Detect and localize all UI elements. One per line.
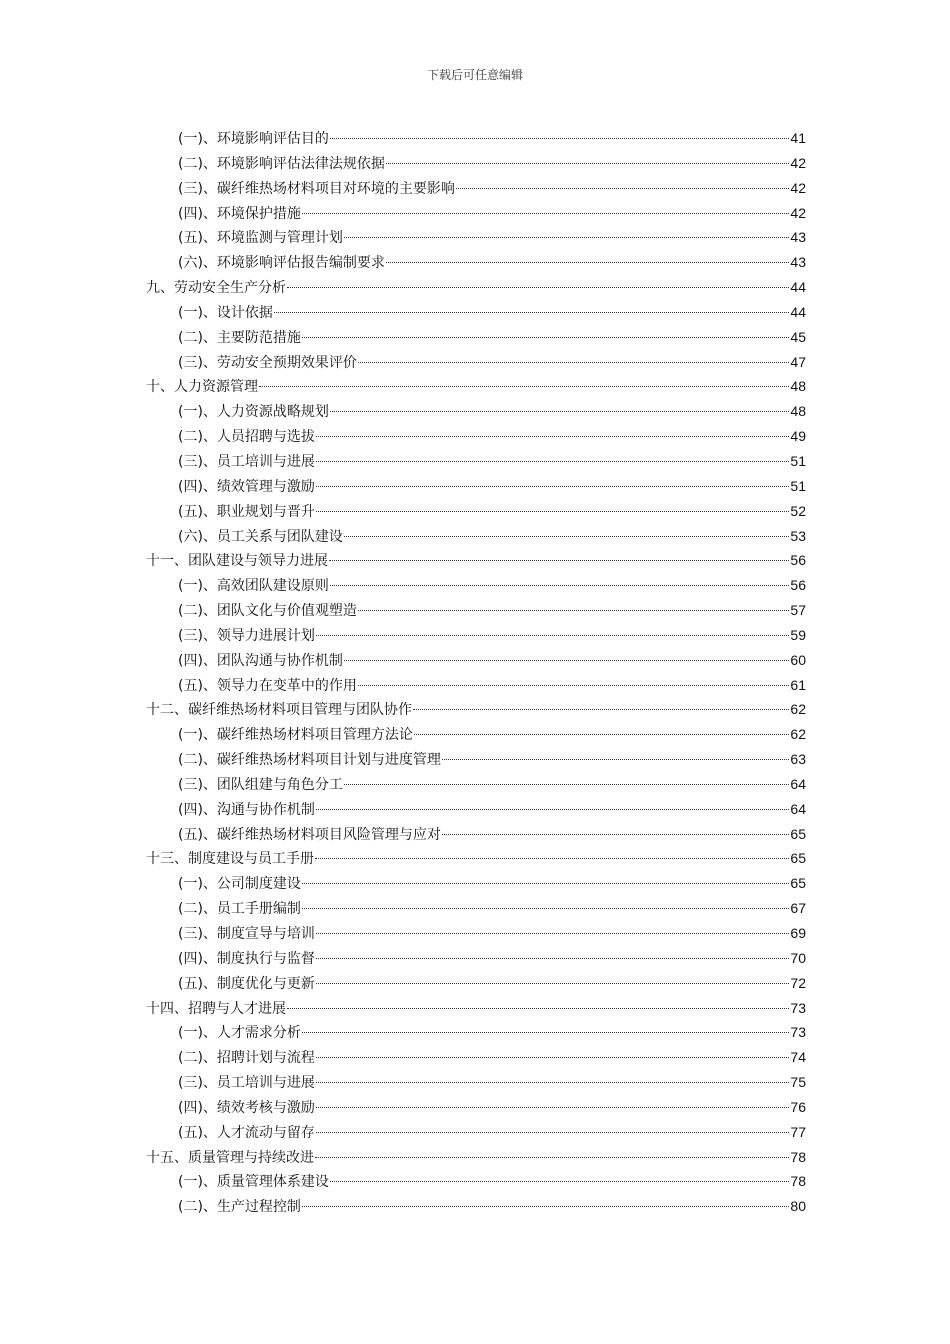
toc-entry-label: (二)、主要防范措施 (178, 329, 301, 346)
toc-entry-label: 十一、团队建设与领导力进展 (146, 553, 328, 570)
toc-entry-label: (六)、员工关系与团队建设 (178, 528, 343, 545)
toc-entry-label: (二)、招聘计划与流程 (178, 1050, 315, 1067)
toc-section-entry[interactable] (146, 772, 806, 797)
toc-dot-leader (287, 287, 789, 288)
toc-section-entry[interactable] (146, 151, 806, 176)
toc-entry-label: (三)、碳纤维热场材料项目对环境的主要影响 (178, 180, 455, 197)
toc-dot-leader (315, 858, 789, 859)
toc-dot-leader (344, 660, 789, 661)
toc-page-number: 42 (790, 179, 806, 196)
toc-entry-label: 十四、招聘与人才进展 (146, 1000, 286, 1017)
toc-page-number: 57 (790, 602, 806, 619)
toc-entry-label: (三)、领导力进展计划 (178, 627, 315, 644)
toc-page-number: 49 (790, 428, 806, 445)
toc-page-number: 63 (790, 751, 806, 768)
toc-chapter-entry[interactable] (146, 846, 806, 871)
toc-dot-leader (344, 536, 789, 537)
toc-section-entry[interactable] (146, 424, 806, 449)
toc-section-entry[interactable] (146, 1020, 806, 1045)
toc-section-entry[interactable] (146, 1169, 806, 1194)
toc-entry-label: (一)、人才需求分析 (178, 1025, 301, 1042)
toc-dot-leader (344, 237, 789, 238)
toc-dot-leader (414, 734, 789, 735)
toc-page-number: 74 (790, 1049, 806, 1066)
toc-page-number: 75 (790, 1074, 806, 1091)
toc-page-number: 41 (790, 130, 806, 146)
toc-entry-label: (二)、员工手册编制 (178, 901, 301, 918)
toc-chapter-entry[interactable] (146, 996, 806, 1021)
toc-dot-leader (442, 834, 789, 835)
toc-section-entry[interactable] (146, 598, 806, 623)
toc-dot-leader (316, 436, 789, 437)
toc-entry-label: (三)、员工培训与进展 (178, 453, 315, 470)
toc-entry-label: (一)、环境影响评估目的 (178, 131, 329, 147)
toc-dot-leader (316, 809, 789, 810)
toc-dot-leader (302, 337, 789, 338)
toc-page-number: 65 (790, 850, 806, 867)
toc-section-entry[interactable] (146, 1194, 806, 1219)
toc-entry-label: (四)、沟通与协作机制 (178, 801, 315, 818)
toc-dot-leader (259, 386, 789, 387)
toc-dot-leader (316, 958, 789, 959)
toc-page-number: 51 (790, 477, 806, 494)
toc-dot-leader (302, 1032, 789, 1033)
toc-dot-leader (316, 461, 789, 462)
toc-section-entry[interactable] (146, 350, 806, 375)
toc-dot-leader (329, 560, 789, 561)
toc-dot-leader (330, 411, 789, 412)
toc-entry-label: 十、人力资源管理 (146, 379, 258, 396)
toc-entry-label: (三)、劳动安全预期效果评价 (178, 354, 357, 371)
toc-dot-leader (413, 709, 789, 710)
toc-dot-leader (442, 759, 789, 760)
toc-entry-label: (二)、人员招聘与选拔 (178, 429, 315, 446)
toc-section-entry[interactable] (146, 573, 806, 598)
toc-dot-leader (386, 163, 789, 164)
toc-section-entry[interactable] (146, 1120, 806, 1145)
toc-entry-label: (四)、环境保护措施 (178, 205, 301, 222)
toc-dot-leader (386, 262, 789, 263)
toc-page-number: 78 (790, 1148, 806, 1165)
toc-entry-label: (一)、设计依据 (178, 304, 273, 321)
toc-page-number: 47 (790, 353, 806, 370)
toc-section-entry[interactable] (146, 623, 806, 648)
toc-page-number: 48 (790, 403, 806, 420)
toc-entry-label: (五)、碳纤维热场材料项目风险管理与应对 (178, 826, 441, 843)
toc-entry-label: (三)、制度宣导与培训 (178, 926, 315, 942)
toc-section-entry[interactable] (146, 499, 806, 524)
toc-entry-label: (五)、环境监测与管理计划 (178, 230, 343, 247)
toc-dot-leader (316, 511, 789, 512)
toc-dot-leader (302, 908, 789, 909)
toc-section-entry[interactable] (146, 822, 806, 847)
toc-dot-leader (274, 312, 789, 313)
toc-page-number: 56 (790, 577, 806, 594)
toc-page-number: 51 (790, 452, 806, 469)
toc-dot-leader (315, 1157, 789, 1158)
toc-page-number: 43 (790, 254, 806, 271)
toc-entry-label: (四)、绩效考核与激励 (178, 1099, 315, 1116)
toc-page-number: 72 (790, 974, 806, 991)
toc-page-number: 65 (790, 825, 806, 842)
toc-section-entry[interactable] (146, 325, 806, 350)
toc-chapter-entry[interactable] (146, 275, 806, 300)
toc-page-number: 76 (790, 1098, 806, 1115)
toc-dot-leader (358, 362, 789, 363)
toc-dot-leader (316, 1057, 789, 1058)
toc-section-entry[interactable] (146, 921, 806, 946)
toc-entry-label: (五)、制度优化与更新 (178, 975, 315, 992)
toc-section-entry[interactable] (146, 176, 806, 201)
toc-section-entry[interactable] (146, 1045, 806, 1070)
toc-page-number: 80 (790, 1198, 806, 1215)
toc-entry-label: (二)、团队文化与价值观塑造 (178, 603, 357, 620)
toc-chapter-entry[interactable] (146, 1145, 806, 1170)
toc-page-number: 70 (790, 949, 806, 966)
toc-section-entry[interactable] (146, 871, 806, 896)
toc-section-entry[interactable] (146, 474, 806, 499)
toc-dot-leader (316, 1132, 789, 1133)
toc-page-number: 64 (790, 775, 806, 792)
toc-dot-leader (316, 933, 789, 934)
toc-section-entry[interactable] (146, 946, 806, 971)
toc-dot-leader (302, 213, 789, 214)
toc-entry-label: (五)、领导力在变革中的作用 (178, 677, 357, 694)
toc-dot-leader (344, 784, 789, 785)
toc-section-entry[interactable] (146, 201, 806, 226)
toc-page-number: 43 (790, 229, 806, 246)
toc-entry-label: (一)、质量管理体系建设 (178, 1174, 329, 1191)
toc-dot-leader (302, 883, 789, 884)
toc-dot-leader (316, 983, 789, 984)
toc-page-number: 73 (790, 999, 806, 1016)
toc-page-number: 69 (790, 925, 806, 941)
toc-page-number: 62 (790, 726, 806, 743)
toc-dot-leader (330, 585, 789, 586)
toc-page-number: 45 (790, 328, 806, 345)
toc-section-entry[interactable] (146, 971, 806, 996)
toc-entry-label: (四)、团队沟通与协作机制 (178, 652, 343, 669)
toc-entry-label: (四)、绩效管理与激励 (178, 478, 315, 495)
toc-dot-leader (330, 138, 789, 139)
toc-dot-leader (316, 635, 789, 636)
toc-section-entry[interactable] (146, 225, 806, 250)
toc-dot-leader (316, 486, 789, 487)
toc-page-number: 78 (790, 1173, 806, 1190)
toc-page-number: 60 (790, 651, 806, 668)
toc-page-number: 53 (790, 527, 806, 544)
toc-entry-label: (六)、环境影响评估报告编制要求 (178, 255, 385, 272)
toc-section-entry[interactable] (146, 722, 806, 747)
toc-section-entry[interactable] (146, 300, 806, 325)
toc-page-number: 64 (790, 800, 806, 817)
toc-dot-leader (316, 1082, 789, 1083)
toc-page-number: 77 (790, 1123, 806, 1140)
toc-page-number: 44 (790, 303, 806, 320)
toc-dot-leader (330, 1181, 789, 1182)
toc-section-entry[interactable] (146, 648, 806, 673)
toc-entry-label: (一)、公司制度建设 (178, 876, 301, 893)
toc-section-entry[interactable] (146, 1095, 806, 1120)
toc-entry-label: 十三、制度建设与员工手册 (146, 851, 314, 868)
toc-entry-label: (二)、环境影响评估法律法规依据 (178, 155, 385, 172)
toc-section-entry[interactable] (146, 747, 806, 772)
toc-entry-label: (一)、人力资源战略规划 (178, 404, 329, 421)
toc-chapter-entry[interactable] (146, 374, 806, 399)
toc-section-entry[interactable] (146, 250, 806, 275)
table-of-contents (146, 126, 806, 1219)
toc-dot-leader (456, 188, 789, 189)
toc-section-entry[interactable] (146, 1070, 806, 1095)
toc-section-entry[interactable] (146, 449, 806, 474)
toc-dot-leader (358, 685, 789, 686)
toc-chapter-entry[interactable] (146, 697, 806, 722)
toc-page-number: 48 (790, 378, 806, 395)
toc-entry-label: (五)、职业规划与晋升 (178, 503, 315, 520)
toc-entry-label: (四)、制度执行与监督 (178, 950, 315, 967)
toc-dot-leader (287, 1008, 789, 1009)
toc-section-entry[interactable] (146, 524, 806, 549)
toc-entry-label: (一)、高效团队建设原则 (178, 578, 329, 595)
toc-page-number: 65 (790, 875, 806, 892)
toc-page-number: 67 (790, 900, 806, 917)
toc-page-number: 73 (790, 1024, 806, 1041)
toc-entry-label: 十二、碳纤维热场材料项目管理与团队协作 (146, 702, 412, 719)
toc-section-entry[interactable] (146, 673, 806, 698)
page-header: 下载后可任意编辑 (426, 68, 523, 82)
toc-dot-leader (316, 1107, 789, 1108)
toc-page-number: 42 (790, 154, 806, 171)
toc-section-entry[interactable] (146, 797, 806, 822)
toc-entry-label: (三)、员工培训与进展 (178, 1075, 315, 1092)
toc-entry-label: 九、劳动安全生产分析 (146, 280, 286, 297)
toc-page-number: 42 (790, 204, 806, 221)
toc-section-entry[interactable] (146, 399, 806, 424)
toc-page-number: 56 (790, 552, 806, 569)
toc-dot-leader (358, 610, 789, 611)
toc-section-entry[interactable] (146, 896, 806, 921)
toc-entry-label: 十五、质量管理与持续改进 (146, 1149, 314, 1166)
toc-entry-label: (三)、团队组建与角色分工 (178, 776, 343, 793)
toc-page-number: 62 (790, 701, 806, 718)
toc-page-number: 52 (790, 502, 806, 519)
toc-entry-label: (五)、人才流动与留存 (178, 1124, 315, 1141)
toc-entry-label: (二)、碳纤维热场材料项目计划与进度管理 (178, 752, 441, 769)
toc-chapter-entry[interactable] (146, 548, 806, 573)
toc-entry-label: (二)、生产过程控制 (178, 1199, 301, 1216)
toc-page-number: 44 (790, 279, 806, 296)
toc-entry-label: (一)、碳纤维热场材料项目管理方法论 (178, 727, 413, 744)
toc-dot-leader (302, 1206, 789, 1207)
toc-page-number: 61 (790, 676, 806, 693)
toc-section-entry[interactable] (146, 126, 806, 151)
toc-page-number: 59 (790, 626, 806, 643)
